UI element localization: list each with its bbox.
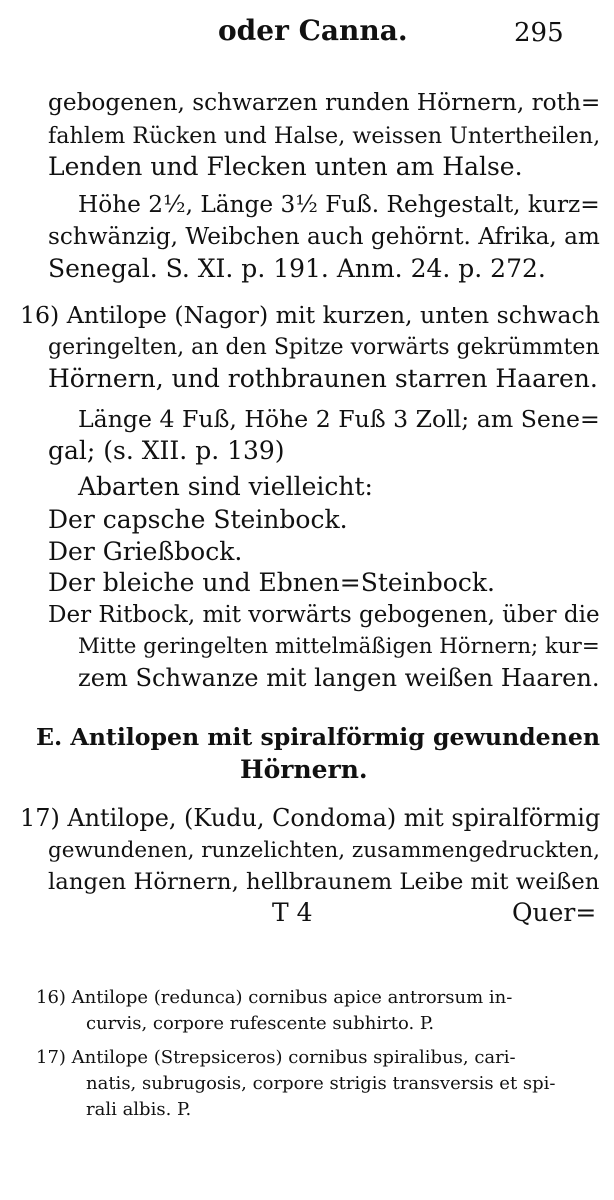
footnote-line: 17) Antilope (Strepsiceros) cornibus spiralibus, cari-: [36, 1047, 516, 1068]
text-line: langen Hörnern, hellbraunem Leibe mit weißen: [48, 869, 600, 895]
signature-mark: T 4: [272, 898, 313, 927]
text-line: zem Schwanze mit langen weißen Haaren.: [78, 664, 600, 692]
text-line: Der capsche Steinbock.: [48, 505, 348, 534]
catchword: Quer=: [512, 898, 597, 927]
text-line: Länge 4 Fuß, Höhe 2 Fuß 3 Zoll; am Sene=: [78, 405, 600, 433]
text-line: Lenden und Flecken unten am Halse.: [48, 152, 523, 181]
text-line: gal; (s. XII. p. 139): [48, 436, 285, 465]
text-line: 16) Antilope (Nagor) mit kurzen, unten schwach: [20, 301, 600, 329]
text-line: gebogenen, schwarzen runden Hörnern, roth=: [48, 89, 601, 116]
text-line: Der Grießbock.: [48, 537, 243, 566]
text-line: fahlem Rücken und Halse, weissen Untertheilen,: [48, 123, 601, 149]
text-line: gewundenen, runzelichten, zusammengedruckten,: [48, 838, 600, 863]
footnote-line: rali albis. P.: [86, 1099, 192, 1120]
footnote-line: 16) Antilope (redunca) cornibus apice antrorsum in-: [36, 987, 513, 1008]
text-line: geringelten, an den Spitze vorwärts gekrümmten: [48, 335, 600, 360]
running-head-title: oder Canna.: [218, 14, 408, 47]
footnote-line: natis, subrugosis, corpore strigis transversis et spi-: [86, 1073, 556, 1094]
text-line: Der bleiche und Ebnen=Steinbock.: [48, 568, 495, 597]
text-line: 17) Antilope, (Kudu, Condoma) mit spiralförmig: [20, 804, 601, 832]
footnote-line: curvis, corpore rufescente subhirto. P.: [86, 1013, 435, 1034]
text-line: Abarten sind vielleicht:: [78, 472, 373, 501]
text-line: Höhe 2½, Länge 3½ Fuß. Rehgestalt, kurz=: [78, 191, 600, 218]
text-line: Hörnern, und rothbraunen starren Haaren.: [48, 364, 598, 393]
text-line: Der Ritbock, mit vorwärts gebogenen, über die: [48, 602, 600, 628]
section-heading: Hörnern.: [240, 755, 368, 784]
section-heading: E. Antilopen mit spiralförmig gewundenen: [36, 723, 601, 751]
text-line: Senegal. S. XI. p. 191. Anm. 24. p. 272.: [48, 254, 546, 283]
text-line: schwänzig, Weibchen auch gehörnt. Afrika, am: [48, 224, 600, 250]
page-number: 295: [514, 18, 564, 48]
text-line: Mitte geringelten mittelmäßigen Hörnern; kur=: [78, 634, 600, 659]
